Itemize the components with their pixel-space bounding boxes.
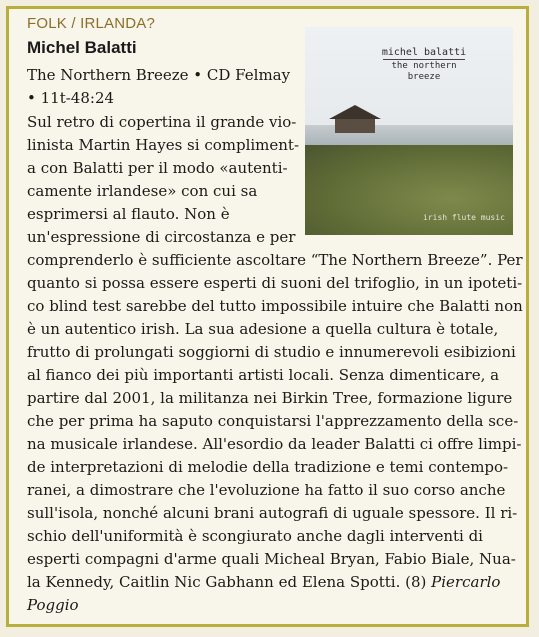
body-line: Sul retro di copertina il grande vio- xyxy=(27,113,297,131)
body-line: ranei, a dimostrare che l'evoluzione ha fatto il suo corso anche xyxy=(27,481,506,499)
cover-band-name: michel balatti xyxy=(381,47,467,58)
release-duration: • 11t-48:24 xyxy=(27,89,115,107)
review-body xyxy=(27,111,523,617)
body-line: che per prima ha saputo conquistarsi l'apprezzamento della sce- xyxy=(27,412,519,430)
body-line: partire dal 2001, la militanza nei Birkin Tree, formazione ligure xyxy=(27,389,513,407)
body-line: a con Balatti per il modo «autenti- xyxy=(27,159,288,177)
body-line: frutto di prolungati soggiorni di studio e innumerevoli esibizioni xyxy=(27,343,516,361)
body-line: na musicale irlandese. All'esordio da leader Balatti ci offre limpi- xyxy=(27,435,522,453)
body-last-text: la Kennedy, Caitlin Nic Gabhann ed Elena Spotti. (8) xyxy=(27,573,432,591)
body-line: comprenderlo è sufficiente ascoltare “The Northern Breeze”. Per xyxy=(27,251,523,269)
body-line: è un autentico irish. La sua adesione a quella cultura è totale, xyxy=(27,320,499,338)
body-line: de interpretazioni di melodie della tradizione e temi contempo- xyxy=(27,458,509,476)
body-line: un'espressione di circostanza e per xyxy=(27,228,296,246)
genre-category: FOLK / IRLANDA? xyxy=(27,15,156,32)
cover-text xyxy=(379,47,469,83)
body-line: schio dell'uniformità è scongiurato anche dagli interventi di xyxy=(27,527,483,545)
cover-subtitle: irish flute music xyxy=(423,213,505,222)
release-title-label: The Northern Breeze • CD Felmay xyxy=(27,66,291,84)
body-line: sull'isola, nonché alcuni brani autografi di uguale spessore. Il ri- xyxy=(27,504,518,522)
body-line: camente irlandese» con cui sa xyxy=(27,182,258,200)
body-line: al fianco dei più importanti artisti locali. Senza dimenticare, a xyxy=(27,366,500,384)
body-line: linista Martin Hayes si compliment- xyxy=(27,136,300,154)
body-line: quanto si possa essere esperti di suoni del trifoglio, in un ipoteti- xyxy=(27,274,523,292)
body-line-last xyxy=(27,571,514,594)
release-info xyxy=(27,64,297,110)
review-author-last: Poggio xyxy=(27,596,79,614)
body-line: co blind test sarebbe del tutto impossibile intuire che Balatti non xyxy=(27,297,523,315)
cover-album-title: the northern breeze xyxy=(391,61,457,82)
body-line: esperti compagni d'arme quali Micheal Bryan, Fabio Biale, Nua- xyxy=(27,550,516,568)
body-line: esprimersi al flauto. Non è xyxy=(27,205,230,223)
artist-name: Michel Balatti xyxy=(27,38,137,57)
cover-divider xyxy=(383,59,465,60)
review-author-first: Piercarlo xyxy=(431,573,501,591)
